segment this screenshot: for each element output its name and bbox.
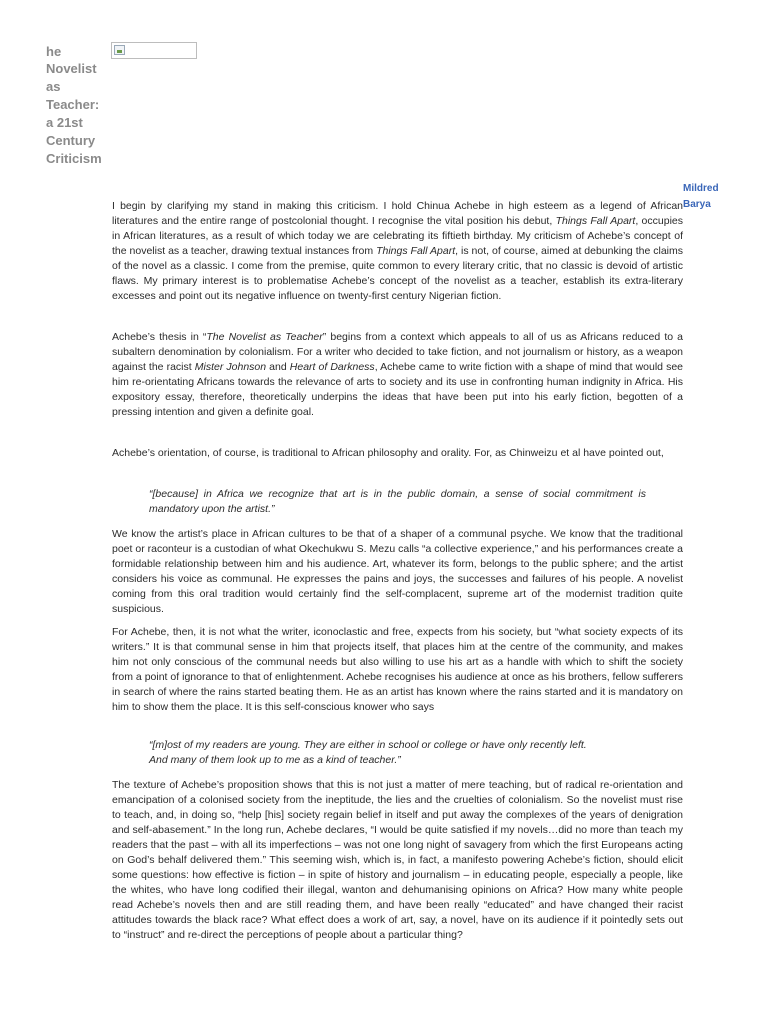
- paragraph-5: For Achebe, then, it is not what the writer, iconoclastic and free, expects from his society, but “what society expects of its writers.” It is that communal sense in him that projects itself, that places him at the centre of the community, and makes him not only conscious of the communal needs but also willing to use his art as a handle with which to shift the society from a point of ignorance to that of enlightenment. Achebe recognises his audience at once as his brothers, fellow sufferers in search of where the rains started beating them. He as an artist has known where the rains started and it is mandatory on him to show them the place. It is this self-conscious knower who says: [112, 626, 683, 713]
- paragraph-3: Achebe’s orientation, of course, is traditional to African philosophy and orality. For, as Chinweizu et al have pointed out,: [112, 447, 664, 459]
- block-quote-2: “[m]ost of my readers are young. They are either in school or college or have only recently left. And many of them look up to me as a kind of teacher.”: [149, 739, 587, 766]
- title-line: Century: [46, 133, 96, 148]
- title-line: Novelist: [46, 61, 97, 76]
- title-line: as: [46, 79, 61, 94]
- title-line: he: [46, 44, 62, 59]
- paragraph-1: I begin by clarifying my stand in making this criticism. I hold Chinua Achebe in high esteem as a legend of African literatures and the entire range of postcolonial thought. I recognise the vital position his debut, Things Fall Apart, occupies in African literatures, as a result of which today we are celebrating its fiftieth birthday. My criticism of Achebe’s concept of the novelist as a teacher, drawing textual instances from Things Fall Apart, is not, of course, aimed at debunking the claims of the novel as a classic. I come from the premise, quite common to every literary critic, that no classic is devoid of artistic flaws. My primary interest is to problematise Achebe’s concept of the novelist as a teacher, establish its extra-literary excesses and point out its negative influence on twenty-first century Nigerian fiction.: [112, 200, 684, 302]
- title-line: a 21st: [46, 115, 83, 130]
- broken-image-icon: [114, 45, 125, 55]
- broken-image-placeholder: [111, 42, 197, 59]
- author-first-name[interactable]: Mildred: [683, 183, 719, 194]
- title-line: Teacher:: [46, 97, 100, 112]
- title-line: Criticism: [46, 151, 102, 166]
- paragraph-4: We know the artist’s place in African cultures to be that of a shaper of a communal psyche. We know that the traditional poet or raconteur is a custodian of what Okechukwu S. Mezu calls “a collective experience,” and his performances create a formidable relationship between him and his audience. Art, whatever its form, belongs to the public sphere; and the artist considers his voice as communal. He expresses the pains and joys, the successes and failures of his people. A novelist coming from this oral tradition would certainly find the self-complacent, supreme art of the modernist tradition quite suspicious.: [112, 528, 683, 615]
- block-quote-1: “[because] in Africa we recognize that art is in the public domain, a sense of social commitment is mandatory upon the artist.”: [149, 488, 646, 515]
- author-last-name[interactable]: Barya: [683, 199, 711, 210]
- paragraph-6: The texture of Achebe’s proposition shows that this is not just a matter of mere teaching, but of radical re-orientation and emancipation of a colonised society from the ineptitude, the lies and the cruelties of colonialism. So the novelist must rise to teach, and, in doing so, “help [his] society regain belief in itself and put away the complexes of the years of denigration and self-abasement.” In the long run, Achebe declares, “I would be quite satisfied if my novels…did no more than teach my readers that the past – with all its imperfections – was not one long night of savagery from which the first Europeans acting on God’s behalf delivered them.” This seeming wish, which is, in fact, a manifesto powering Achebe’s fiction, should elicit some questions: how effective is fiction – in spite of history and journalism – in educating people, especially a people, like the whites, who have long codified their illegal, wanton and dehumanising opinions on Africa? How many white people read Achebe’s novels then and are still reading them, and have been really “educated” and have changed their racist attitudes towards the black race? What effect does a work of art, say, a novel, have on its audience if it pointedly sets out to “instruct” and re-direct the perceptions of people about a particular thing?: [112, 779, 683, 941]
- paragraph-2: Achebe’s thesis in “The Novelist as Teacher” begins from a context which appeals to all of us as Africans reduced to a subaltern denomination by colonialism. For a writer who decided to take fiction, and not journalism or history, as a weapon against the racist Mister Johnson and Heart of Darkness, Achebe came to write fiction with a shape of mind that would see him re-orientating Africans towards the relevance of arts to society and its use in confronting human indignity in Africa. His expository essay, therefore, theoretically underpins the ideas that have been put into his early fiction, begotten of a pressing intention and given a definite goal.: [112, 331, 684, 418]
